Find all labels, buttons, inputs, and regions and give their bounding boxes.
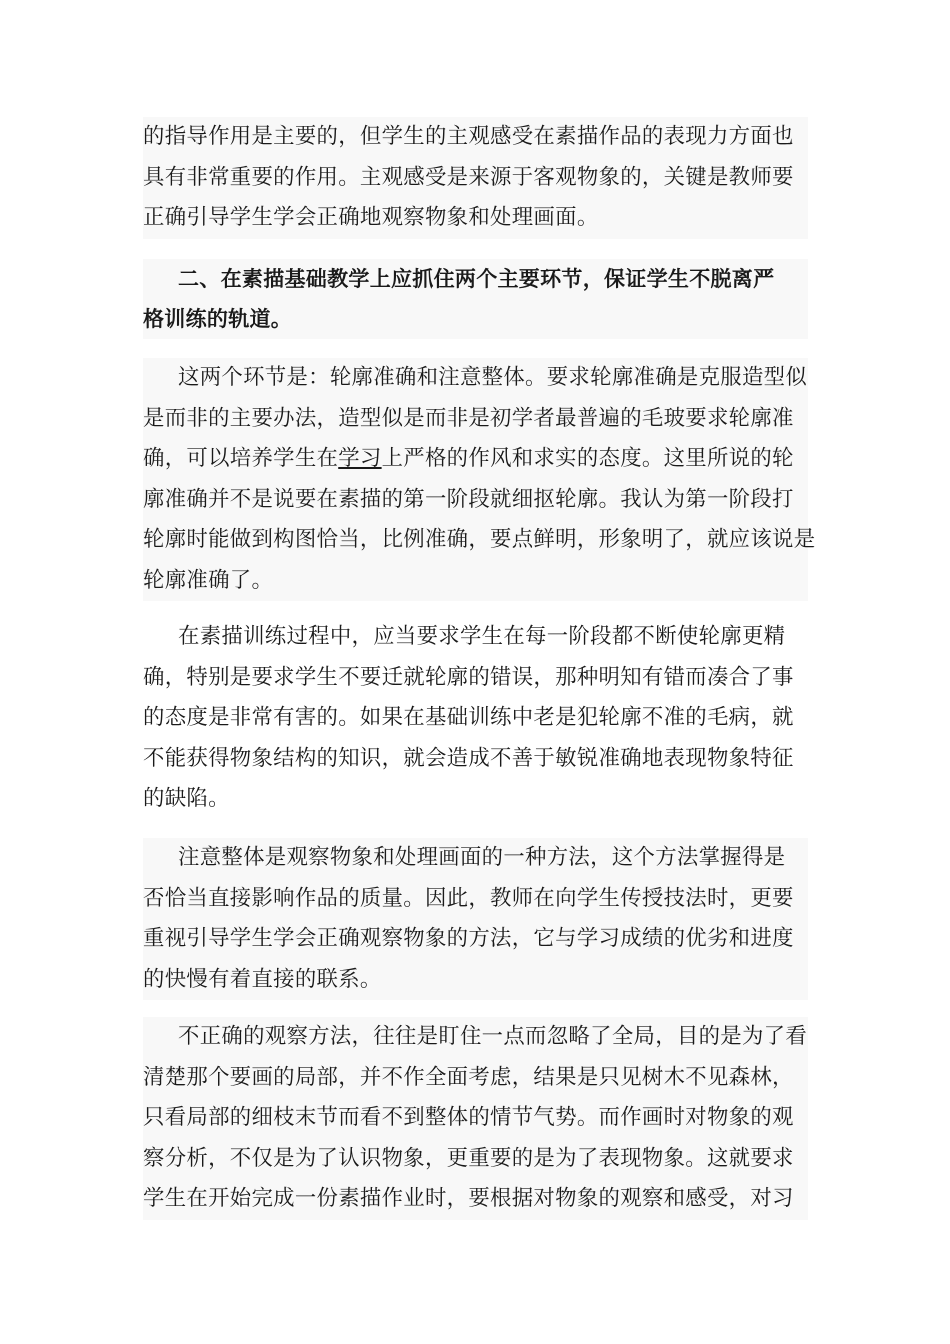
text-line: 廓准确并不是说要在素描的第一阶段就细抠轮廓。我认为第一阶段打 [143,486,794,512]
text-line: 是而非的主要办法，造型似是而非是初学者最普遍的毛玻要求轮廓准 [143,405,794,431]
text-line: 具有非常重要的作用。主观感受是来源于客观物象的，关键是教师要 [143,164,794,190]
text-line: 的快慢有着直接的联系。 [143,966,382,992]
text-line: 只看局部的细枝末节而看不到整体的情节气势。而作画时对物象的观 [143,1105,794,1130]
text-fragment: 上严格的作风和求实的态度。这里所说的轮 [381,446,794,471]
paragraph-overall-attention [143,838,808,1000]
text-line: 这两个环节是：轮廓准确和注意整体。要求轮廓准确是克服造型似 [178,365,808,390]
paragraph-text [143,358,816,601]
heading-line: 二、在素描基础教学上应抓住两个主要环节，保证学生不脱离严 [178,267,775,291]
text-line: 清楚那个要画的局部，并不作全面考虑，结果是只见树木不见森林， [143,1064,794,1090]
paragraph-text [143,838,808,1000]
text-line: 轮廓时能做到构图恰当，比例准确，要点鲜明，形象明了，就应该说是 [143,527,816,552]
text-line: 确，特别是要求学生不要迁就轮廓的错误，那种明知有错而凑合了事 [143,664,794,690]
paragraph-continuation [143,117,808,239]
text-line: 的态度是非常有害的。如果在基础训练中老是犯轮廓不准的毛病，就 [143,705,794,730]
text-line: 在素描训练过程中，应当要求学生在每一阶段都不断使轮廓更精 [178,624,786,649]
text-line [143,439,808,480]
text-line: 轮廓准确了。 [143,567,274,593]
study-link[interactable]: 学习 [338,446,382,471]
text-line: 重视引导学生学会正确观察物象的方法，它与学习成绩的优劣和进度 [143,926,794,951]
text-line: 学生在开始完成一份素描作业时，要根据对物象的观察和感受，对习 [143,1186,794,1211]
text-line: 注意整体是观察物象和处理画面的一种方法，这个方法掌握得是 [178,845,786,870]
heading-line: 格训练的轨道。 [143,307,293,331]
paragraph-training-process [143,617,808,820]
text-line: 的缺陷。 [143,786,230,811]
section-heading [143,259,808,339]
text-line: 不正确的观察方法，往往是盯住一点而忽略了全局，目的是为了看 [178,1024,808,1049]
heading-text [143,259,808,339]
text-fragment: 确，可以培养学生在 [143,446,339,471]
text-line: 的指导作用是主要的，但学生的主观感受在素描作品的表现力方面也 [143,124,794,149]
paragraph-text [143,1017,808,1220]
paragraph-text [143,117,808,239]
text-line: 正确引导学生学会正确地观察物象和处理画面。 [143,205,599,230]
paragraph-text [143,617,808,820]
text-line: 察分析，不仅是为了认识物象，更重要的是为了表现物象。这就要求 [143,1145,794,1171]
paragraph-observation-method [143,1017,808,1220]
text-line: 否恰当直接影响作品的质量。因此，教师在向学生传授技法时，更要 [143,885,794,911]
text-line: 不能获得物象结构的知识，就会造成不善于敏锐准确地表现物象特征 [143,745,794,771]
paragraph-outline-accuracy [143,358,816,601]
